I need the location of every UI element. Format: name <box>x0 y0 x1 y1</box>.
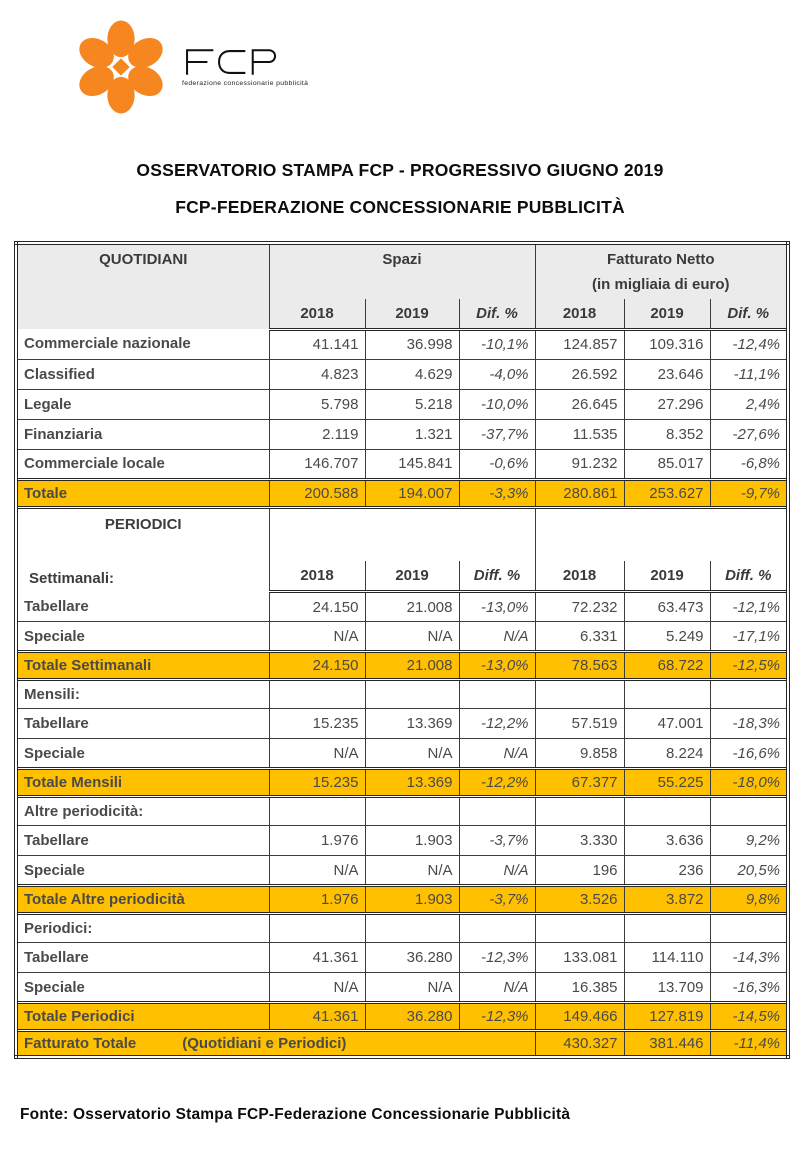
value-cell: 133.081 <box>535 943 624 973</box>
value-cell: 36.280 <box>365 943 459 973</box>
value-cell: -27,6% <box>710 419 788 449</box>
row-label-cell: Totale Mensili <box>16 769 269 797</box>
value-cell: 3.872 <box>624 886 710 914</box>
value-cell: 15.235 <box>269 769 365 797</box>
section-label-row <box>16 680 788 709</box>
table-row <box>16 419 788 449</box>
value-cell: 4.823 <box>269 359 365 389</box>
value-cell: 57.519 <box>535 709 624 739</box>
year-header-cell: 2018 <box>535 299 624 329</box>
value-cell: -16,6% <box>710 739 788 769</box>
value-cell: -13,0% <box>459 592 535 622</box>
value-cell: 9.858 <box>535 739 624 769</box>
row-label-cell: Totale Altre periodicità <box>16 886 269 914</box>
value-cell: 194.007 <box>365 479 459 507</box>
year-header-cell: 2018 <box>269 561 365 592</box>
table-row <box>16 449 788 479</box>
doc-title-line1: OSSERVATORIO STAMPA FCP - PROGRESSIVO GIUGNO 2019 <box>136 160 664 180</box>
empty-cell <box>624 914 710 943</box>
fcp-wordmark-icon <box>180 46 280 78</box>
value-cell: -3,3% <box>459 479 535 507</box>
report-table-wrap <box>14 241 790 1059</box>
value-cell: 381.446 <box>624 1031 710 1057</box>
empty-cell <box>269 914 365 943</box>
value-cell: 8.224 <box>624 739 710 769</box>
empty-cell <box>624 680 710 709</box>
value-cell: 41.141 <box>269 329 365 359</box>
periodici-title: PERIODICI <box>104 515 182 533</box>
table-row <box>16 709 788 739</box>
grand-total-sublabel: (Quotidiani e Periodici) <box>182 1034 347 1052</box>
value-cell: 21.008 <box>365 592 459 622</box>
row-label-cell: Speciale <box>16 973 269 1003</box>
value-cell: 27.296 <box>624 389 710 419</box>
row-label-cell: Speciale <box>16 622 269 652</box>
value-cell: 20,5% <box>710 856 788 886</box>
value-cell: -17,1% <box>710 622 788 652</box>
value-cell: -10,0% <box>459 389 535 419</box>
value-cell: 9,8% <box>710 886 788 914</box>
value-cell: 145.841 <box>365 449 459 479</box>
value-cell: 47.001 <box>624 709 710 739</box>
value-cell: 67.377 <box>535 769 624 797</box>
row-label-cell: Speciale <box>16 856 269 886</box>
empty-cell <box>365 797 459 826</box>
value-cell: -3,7% <box>459 826 535 856</box>
value-cell: 15.235 <box>269 709 365 739</box>
value-cell: -14,3% <box>710 943 788 973</box>
row-label-cell: Totale Periodici <box>16 1003 269 1031</box>
document-titles <box>0 160 800 218</box>
value-cell: 24.150 <box>269 652 365 680</box>
header-fatturato-line2: (in migliaia di euro) <box>592 276 730 293</box>
value-cell: 72.232 <box>535 592 624 622</box>
value-cell: -3,7% <box>459 886 535 914</box>
year-header-cell: 2018 <box>269 299 365 329</box>
value-cell: 5.249 <box>624 622 710 652</box>
empty-cell <box>459 914 535 943</box>
year-header-cell: 2019 <box>624 299 710 329</box>
row-label-cell: Tabellare <box>16 592 269 622</box>
empty-cell <box>710 914 788 943</box>
row-label-cell: Totale <box>16 479 269 507</box>
value-cell: 41.361 <box>269 1003 365 1031</box>
value-cell: 13.369 <box>365 709 459 739</box>
value-cell: N/A <box>365 739 459 769</box>
value-cell: 36.998 <box>365 329 459 359</box>
periodici-label-cell <box>16 507 269 592</box>
empty-spazi-cell <box>269 507 535 561</box>
value-cell: 236 <box>624 856 710 886</box>
table-row <box>16 359 788 389</box>
value-cell: N/A <box>459 973 535 1003</box>
periodici-rows <box>16 592 788 1057</box>
value-cell: 63.473 <box>624 592 710 622</box>
value-cell: -11,4% <box>710 1031 788 1057</box>
value-cell: 13.709 <box>624 973 710 1003</box>
dif-header-cell: Dif. % <box>459 299 535 329</box>
value-cell: 430.327 <box>535 1031 624 1057</box>
row-label-cell: Totale Settimanali <box>16 652 269 680</box>
row-label-cell: Speciale <box>16 739 269 769</box>
doc-title-line2: FCP-FEDERAZIONE CONCESSIONARIE PUBBLICITÀ <box>175 197 625 217</box>
table-row <box>16 739 788 769</box>
value-cell: 24.150 <box>269 592 365 622</box>
header-fatturato-cell <box>535 243 788 299</box>
value-cell: 78.563 <box>535 652 624 680</box>
value-cell: -4,0% <box>459 359 535 389</box>
header-spazi-cell: Spazi <box>269 243 535 299</box>
year-header-cell: 2019 <box>624 561 710 592</box>
empty-cell <box>269 680 365 709</box>
value-cell: 253.627 <box>624 479 710 507</box>
value-cell: 1.321 <box>365 419 459 449</box>
value-cell: 109.316 <box>624 329 710 359</box>
value-cell: 5.798 <box>269 389 365 419</box>
row-label-cell: Commerciale nazionale <box>16 329 269 359</box>
value-cell: 55.225 <box>624 769 710 797</box>
value-cell: 9,2% <box>710 826 788 856</box>
row-label-cell: Finanziaria <box>16 419 269 449</box>
empty-cell <box>624 797 710 826</box>
value-cell: -0,6% <box>459 449 535 479</box>
year-header-cell: 2019 <box>365 299 459 329</box>
header-fatturato-line1: Fatturato Netto <box>607 251 715 268</box>
row-label-cell: Altre periodicità: <box>16 797 269 826</box>
value-cell: 68.722 <box>624 652 710 680</box>
value-cell: -18,3% <box>710 709 788 739</box>
value-cell: 6.331 <box>535 622 624 652</box>
value-cell: 5.218 <box>365 389 459 419</box>
periodici-header-block <box>16 507 788 592</box>
row-label-cell: Tabellare <box>16 709 269 739</box>
value-cell: -12,5% <box>710 652 788 680</box>
table-row <box>16 856 788 886</box>
value-cell: 1.976 <box>269 826 365 856</box>
row-label-cell: Legale <box>16 389 269 419</box>
empty-cell <box>365 914 459 943</box>
quotidiani-rows <box>16 329 788 507</box>
value-cell: 26.592 <box>535 359 624 389</box>
value-cell: 26.645 <box>535 389 624 419</box>
value-cell: 4.629 <box>365 359 459 389</box>
empty-cell <box>535 914 624 943</box>
total-row <box>16 769 788 797</box>
value-cell: 127.819 <box>624 1003 710 1031</box>
dif-header-cell: Diff. % <box>459 561 535 592</box>
value-cell: 1.903 <box>365 826 459 856</box>
empty-cell <box>459 680 535 709</box>
fcp-logo <box>74 20 308 114</box>
value-cell: 3.526 <box>535 886 624 914</box>
empty-cell <box>535 680 624 709</box>
value-cell: 11.535 <box>535 419 624 449</box>
value-cell: 23.646 <box>624 359 710 389</box>
value-cell: 3.636 <box>624 826 710 856</box>
total-row <box>16 886 788 914</box>
value-cell: -10,1% <box>459 329 535 359</box>
settimanali-label: Settimanali: <box>29 569 115 587</box>
value-cell: -14,5% <box>710 1003 788 1031</box>
value-cell: -18,0% <box>710 769 788 797</box>
value-cell: 16.385 <box>535 973 624 1003</box>
value-cell: 13.369 <box>365 769 459 797</box>
empty-cell <box>269 797 365 826</box>
report-table <box>14 241 790 1059</box>
table-row <box>16 592 788 622</box>
value-cell: 3.330 <box>535 826 624 856</box>
value-cell: 8.352 <box>624 419 710 449</box>
value-cell: N/A <box>365 973 459 1003</box>
value-cell: N/A <box>365 856 459 886</box>
value-cell: 149.466 <box>535 1003 624 1031</box>
value-cell: N/A <box>269 856 365 886</box>
table-row <box>16 973 788 1003</box>
empty-cell <box>710 797 788 826</box>
value-cell: 200.588 <box>269 479 365 507</box>
table-row <box>16 943 788 973</box>
empty-cell <box>459 797 535 826</box>
grand-total-label-cell <box>16 1031 535 1057</box>
value-cell: -11,1% <box>710 359 788 389</box>
value-cell: 114.110 <box>624 943 710 973</box>
value-cell: 91.232 <box>535 449 624 479</box>
quotidiani-header-block <box>16 243 788 329</box>
value-cell: N/A <box>269 973 365 1003</box>
year-header-cell: 2018 <box>535 561 624 592</box>
section-label-row <box>16 914 788 943</box>
fcp-flower-icon <box>74 20 168 114</box>
table-row <box>16 826 788 856</box>
value-cell: -12,3% <box>459 1003 535 1031</box>
row-label-cell: Tabellare <box>16 943 269 973</box>
value-cell: -6,8% <box>710 449 788 479</box>
value-cell: 1.976 <box>269 886 365 914</box>
value-cell: 1.903 <box>365 886 459 914</box>
value-cell: 124.857 <box>535 329 624 359</box>
header-quotidiani-cell: QUOTIDIANI <box>16 243 269 329</box>
table-row <box>16 389 788 419</box>
periodici-header-row <box>16 507 788 561</box>
value-cell: N/A <box>459 622 535 652</box>
value-cell: 85.017 <box>624 449 710 479</box>
empty-fatturato-cell <box>535 507 788 561</box>
row-label-cell: Periodici: <box>16 914 269 943</box>
value-cell: 41.361 <box>269 943 365 973</box>
value-cell: -12,2% <box>459 709 535 739</box>
value-cell: N/A <box>459 739 535 769</box>
grand-total-row <box>16 1031 788 1057</box>
value-cell: -9,7% <box>710 479 788 507</box>
value-cell: N/A <box>365 622 459 652</box>
table-row <box>16 329 788 359</box>
value-cell: 21.008 <box>365 652 459 680</box>
value-cell: -13,0% <box>459 652 535 680</box>
value-cell: N/A <box>269 622 365 652</box>
value-cell: -12,3% <box>459 943 535 973</box>
section-label-row <box>16 797 788 826</box>
value-cell: -16,3% <box>710 973 788 1003</box>
value-cell: 196 <box>535 856 624 886</box>
empty-cell <box>710 680 788 709</box>
value-cell: 280.861 <box>535 479 624 507</box>
grand-total-label: Fatturato Totale <box>24 1034 137 1052</box>
value-cell: -12,4% <box>710 329 788 359</box>
fcp-logo-tagline: federazione concessionarie pubblicità <box>182 80 309 87</box>
row-label-cell: Tabellare <box>16 826 269 856</box>
year-header-cell: 2019 <box>365 561 459 592</box>
table-row <box>16 622 788 652</box>
value-cell: -12,2% <box>459 769 535 797</box>
value-cell: N/A <box>459 856 535 886</box>
footer-source: Fonte: Osservatorio Stampa FCP-Federazione Concessionarie Pubblicità <box>20 1106 571 1123</box>
dif-header-cell: Dif. % <box>710 299 788 329</box>
total-row <box>16 652 788 680</box>
empty-cell <box>365 680 459 709</box>
value-cell: -12,1% <box>710 592 788 622</box>
value-cell: -37,7% <box>459 419 535 449</box>
value-cell: 2,4% <box>710 389 788 419</box>
row-label-cell: Mensili: <box>16 680 269 709</box>
fcp-wordmark <box>180 46 308 87</box>
total-row <box>16 479 788 507</box>
value-cell: 2.119 <box>269 419 365 449</box>
value-cell: 36.280 <box>365 1003 459 1031</box>
empty-cell <box>535 797 624 826</box>
row-label-cell: Commerciale locale <box>16 449 269 479</box>
total-row <box>16 1003 788 1031</box>
table-header-row <box>16 243 788 299</box>
dif-header-cell: Diff. % <box>710 561 788 592</box>
value-cell: N/A <box>269 739 365 769</box>
row-label-cell: Classified <box>16 359 269 389</box>
value-cell: 146.707 <box>269 449 365 479</box>
